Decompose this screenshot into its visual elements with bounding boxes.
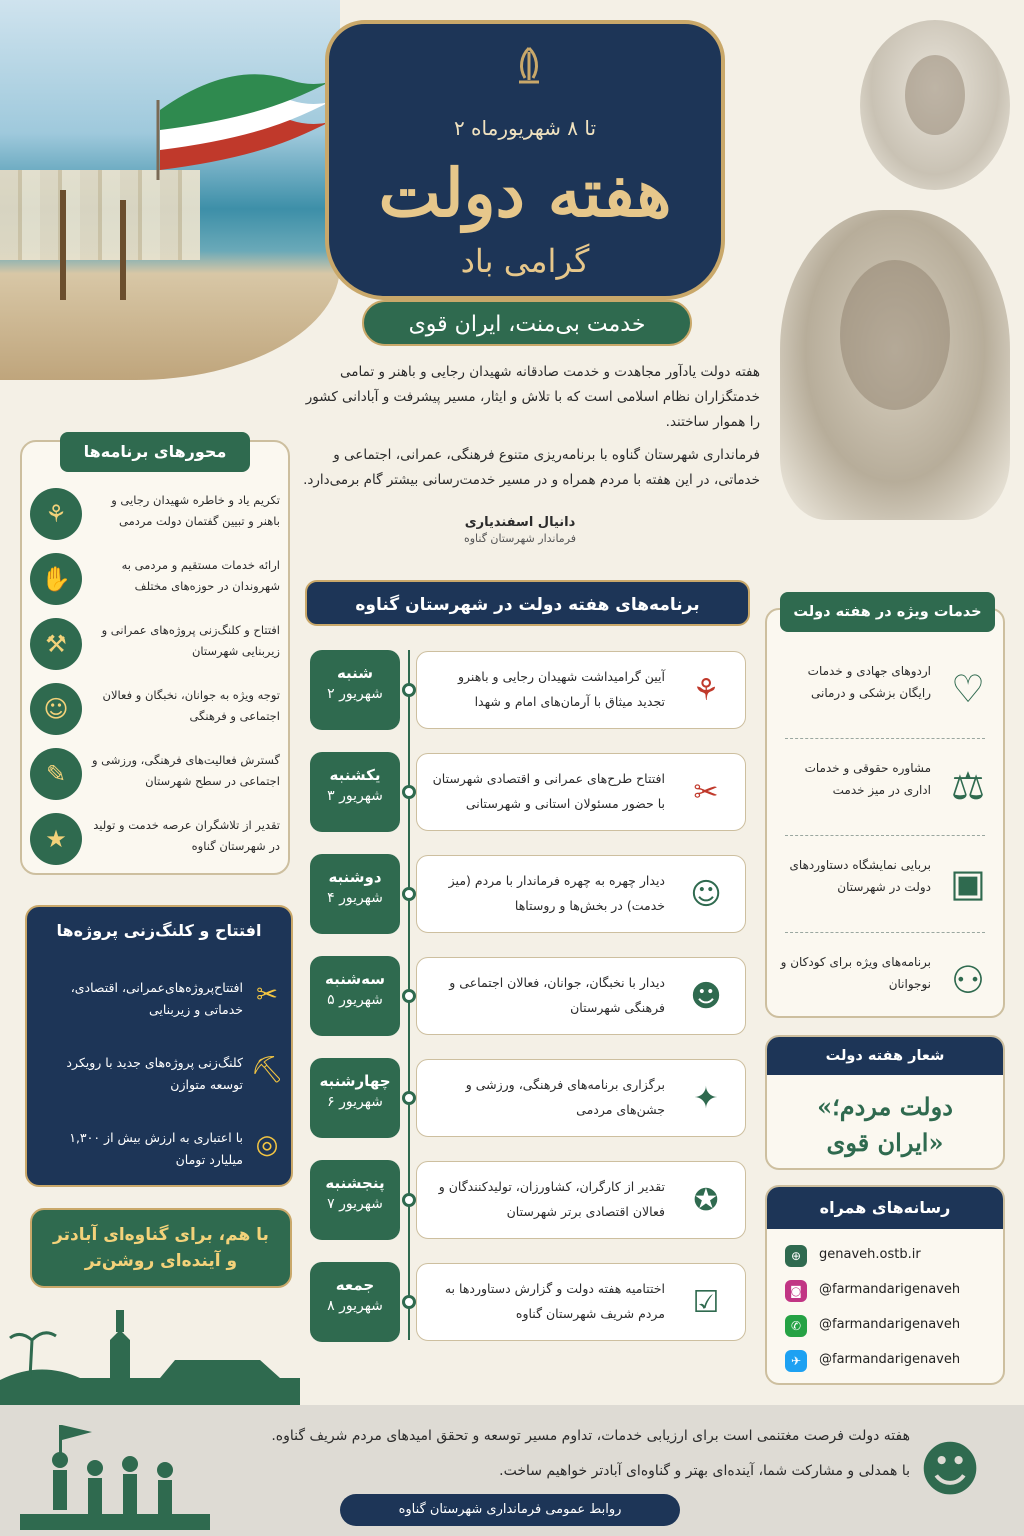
slogan-ribbon: خدمت بی‌منت، ایران قوی <box>362 300 692 346</box>
program-axis-text: افتتاح و کلنگ‌زنی پروژه‌های عمرانی و زیربنایی شهرستان <box>101 623 280 658</box>
medical-heart-icon: ♡ <box>950 667 986 711</box>
day-date: ۶ شهریور <box>327 1094 383 1110</box>
schedule-event <box>416 1263 746 1341</box>
award-medal-icon: ✪ <box>693 1183 719 1218</box>
event-text: تقدیر از کارگران، کشاورزان، تولیدکنندگان و فعالان اقتصادی برتر شهرستان <box>438 1179 665 1219</box>
program-axes-title: محورهای برنامه‌ها <box>60 432 250 472</box>
event-text: آیین گرامیداشت شهیدان رجایی و باهنرو تجدید میثاق با آرمان‌های امام و شهدا <box>458 669 665 709</box>
schedule-event <box>416 1161 746 1239</box>
day-date: ۴ شهریور <box>327 890 383 906</box>
tulip-icon: ⚘ <box>692 673 720 708</box>
special-service-item <box>775 747 995 832</box>
program-axis-item <box>30 813 280 869</box>
timeline-dot <box>402 683 416 697</box>
footer-line-1: هفته دولت فرصت مغتنمی است برای ارزیابی خدمات، تداوم مسیر توسعه و تحقق امیدهای مردم شریف گناوه. <box>271 1428 910 1444</box>
special-service-text: بربایی نمایشگاه دستاوردهای دولت در شهرستان <box>789 858 931 894</box>
portrait-martyr-bahonar <box>780 210 1010 520</box>
intro-paragraph-1: هفته دولت یادآور مجاهدت و خدمت صادقانه شهیدان رجایی و باهنر و تمامی خدمتگزاران نظام اسلامی است که با تلاش و ایثار، مسیر پیشرفت و آبادانی کشور را هموار ساختند. <box>305 364 760 430</box>
timeline-dot <box>402 989 416 1003</box>
timeline-dot <box>402 1091 416 1105</box>
together-banner <box>30 1208 292 1288</box>
party-popper-icon: ✦ <box>693 1081 719 1116</box>
divider <box>785 932 985 933</box>
footer-credit: روابط عمومی فرمانداری شهرستان گناوه <box>340 1494 680 1526</box>
program-axis-text: توجه ویژه به جوانان، نخبگان و فعالان اجتماعی و فرهنگی <box>102 688 280 723</box>
schedule-title: برنامه‌های هفته دولت در شهرستان گناوه <box>305 580 750 626</box>
excavator-icon: ⛏ <box>250 1055 284 1085</box>
program-axis-text: ارائه خدمات مستقیم و مردمی به شهروندان در حوزه‌های مختلف <box>121 558 280 593</box>
event-text: برگزاری برنامه‌های فرهنگی، ورزشی و جشن‌های مردمی <box>465 1077 665 1117</box>
crane-icon: ⚒ <box>30 618 82 670</box>
meeting-icon: ☻ <box>690 979 722 1014</box>
program-axis-text: تقدیر از تلاشگران عرصه خدمت و تولید در شهرستان گناوه <box>93 818 280 853</box>
day-name: سه‌شنبه <box>325 970 385 988</box>
globe-icon: ⊕ <box>785 1245 807 1267</box>
whatsapp-icon: ✆ <box>785 1315 807 1337</box>
page-title: هفته دولت <box>378 154 672 232</box>
special-service-item <box>775 941 995 1026</box>
date-range: ۲ تا ۸ شهریورماه <box>453 116 597 140</box>
schedule-day <box>310 1262 400 1342</box>
media-link[interactable] <box>785 1350 995 1374</box>
community-care-icon: ☻ <box>918 1435 982 1505</box>
checklist-icon: ☑ <box>692 1285 720 1320</box>
divider <box>785 738 985 739</box>
ribbon-cut-icon: ✂ <box>693 775 719 810</box>
media-title: رسانه‌های همراه <box>767 1187 1003 1229</box>
day-name: دوشنبه <box>328 868 382 886</box>
media-handle[interactable]: genaveh.ostb.ir <box>819 1247 921 1262</box>
intro-paragraph-2: فرمانداری شهرستان گناوه با برنامه‌ریزی متنوع فرهنگی، عمرانی، اجتماعی و خدماتی، در این هفته با مردم همراه و در مسیر خدمت‌رسانی بیشتر گام برمی‌دارد. <box>303 447 760 488</box>
event-text: دیدار چهره به چهره فرماندار با مردم (میز خدمت) در بخش‌ها و روستاها <box>448 873 665 913</box>
program-axis-item <box>30 488 280 544</box>
media-panel <box>765 1185 1005 1385</box>
schedule-event <box>416 753 746 831</box>
instagram-icon: ◙ <box>785 1280 807 1302</box>
day-date: ۲ شهریور <box>327 686 383 702</box>
project-text: با اعتباری به ارزش بیش از ۱,۳۰۰ میلیارد تومان <box>69 1130 243 1167</box>
motto-line-2: ایران قوی» <box>826 1128 944 1157</box>
program-axis-item <box>30 553 280 609</box>
schedule-event <box>416 651 746 729</box>
media-handle[interactable]: @farmandarigenaveh <box>819 1352 961 1367</box>
together-line-1: با هم، برای گناوه‌ای آبادتر <box>53 1225 269 1245</box>
day-name: شنبه <box>336 664 374 682</box>
media-link[interactable] <box>785 1280 995 1304</box>
group-icon: ☺ <box>690 877 722 912</box>
special-service-item <box>775 650 995 735</box>
special-services-title: خدمات ویژه در هفته دولت <box>780 592 995 632</box>
schedule-event <box>416 1059 746 1137</box>
day-name: پنجشنبه <box>325 1174 385 1192</box>
together-line-2: و آینده‌ای روشن‌تر <box>84 1251 238 1271</box>
helping-hand-icon: ✋ <box>30 553 82 605</box>
genaveh-skyline-illustration <box>0 1300 300 1405</box>
schedule-day <box>310 854 400 934</box>
timeline-dot <box>402 785 416 799</box>
motto-line-1: «دولت مردم؛ <box>817 1092 953 1121</box>
schedule-day <box>310 1160 400 1240</box>
motto-title: شعار هفته دولت <box>767 1037 1003 1075</box>
event-text: اختتامیه هفته دولت و گزارش دستاوردها به مردم شریف شهرستان گناوه <box>444 1281 665 1321</box>
program-axis-item <box>30 683 280 739</box>
exhibition-icon: ▣ <box>950 861 986 905</box>
scales-icon: ⚖ <box>950 764 986 808</box>
schedule-event <box>416 957 746 1035</box>
schedule-day <box>310 1058 400 1138</box>
schedule-day <box>310 752 400 832</box>
day-name: جمعه <box>335 1276 375 1294</box>
day-name: چهارشنبه <box>319 1072 391 1090</box>
projects-title: افتتاح و کلنگ‌زنی پروژه‌ها <box>56 921 262 940</box>
header-badge <box>325 20 725 300</box>
special-service-text: مشاوره حقوقی و خدمات اداری در میز خدمت <box>804 761 931 797</box>
program-axis-text: گسترش فعالیت‌های فرهنگی، ورزشی و اجتماعی در سطح شهرستان <box>91 753 280 788</box>
page-subtitle: گرامی باد <box>460 242 590 280</box>
program-axis-item <box>30 748 280 804</box>
program-axis-text: تکریم یاد و خاطره شهیدان رجایی و باهنر و تبیین گفتمان دولت مردمی <box>111 493 280 528</box>
portrait-martyr-rajaei <box>860 20 1010 190</box>
event-text: افتتاح طرح‌های عمرانی و اقتصادی شهرستان با حضور مسئولان استانی و شهرستانی <box>432 771 665 811</box>
timeline-dot <box>402 887 416 901</box>
special-service-text: اردوهای جهادی و خدمات رایگان بزشکی و درمانی <box>807 664 931 700</box>
schedule-day <box>310 650 400 730</box>
media-handle[interactable]: @farmandarigenaveh <box>819 1317 961 1332</box>
project-text: افتتاح‌پروژه‌های‌عمرانی، اقتصادی، خدماتی و زیربنایی <box>70 980 243 1017</box>
day-name: یکشنبه <box>329 766 381 784</box>
program-axis-item <box>30 618 280 674</box>
signature <box>330 515 710 545</box>
schedule-day <box>310 956 400 1036</box>
divider <box>785 835 985 836</box>
iran-emblem-icon <box>507 44 551 88</box>
timeline-dot <box>402 1295 416 1309</box>
media-handle[interactable]: @farmandarigenaveh <box>819 1282 961 1297</box>
timeline-dot <box>402 1193 416 1207</box>
media-link[interactable] <box>785 1245 995 1269</box>
day-date: ۳ شهریور <box>327 788 383 804</box>
signature-name: دانیال اسفندیاری <box>464 515 576 530</box>
children-icon: ⚇ <box>950 958 986 1002</box>
projects-panel <box>25 905 293 1187</box>
day-date: ۷ شهریور <box>327 1196 383 1212</box>
intro-text <box>300 360 760 501</box>
day-date: ۸ شهریور <box>327 1298 383 1314</box>
people-with-flag-silhouette <box>20 1420 210 1530</box>
motto-panel <box>765 1035 1005 1170</box>
project-text: کلنگ‌زنی پروژه‌های جدید با رویکرد توسعه متوازن <box>66 1055 243 1092</box>
twitter-icon: ✈ <box>785 1350 807 1372</box>
book-icon: ✎ <box>30 748 82 800</box>
footer-line-2: با همدلی و مشارکت شما، آینده‌ای بهتر و گناوه‌ای آبادتر خواهیم ساخت. <box>499 1463 910 1479</box>
event-text: دیدار با نخبگان، جوانان، فعالان اجتماعی و فرهنگی شهرستان <box>449 975 665 1015</box>
people-icon: ☺ <box>30 683 82 735</box>
coins-icon: ◎ <box>255 1130 279 1160</box>
special-service-item <box>775 844 995 929</box>
schedule-event <box>416 855 746 933</box>
flower-icon: ⚘ <box>30 488 82 540</box>
scissors-icon: ✂ <box>256 980 278 1010</box>
special-service-text: برنامه‌های ویژه برای کودکان و نوجوانان <box>780 955 931 991</box>
motto-text <box>767 1089 1003 1161</box>
medal-icon: ★ <box>30 813 82 865</box>
day-date: ۵ شهریور <box>327 992 383 1008</box>
media-link[interactable] <box>785 1315 995 1339</box>
signature-role: فرماندار شهرستان گناوه <box>463 532 577 545</box>
